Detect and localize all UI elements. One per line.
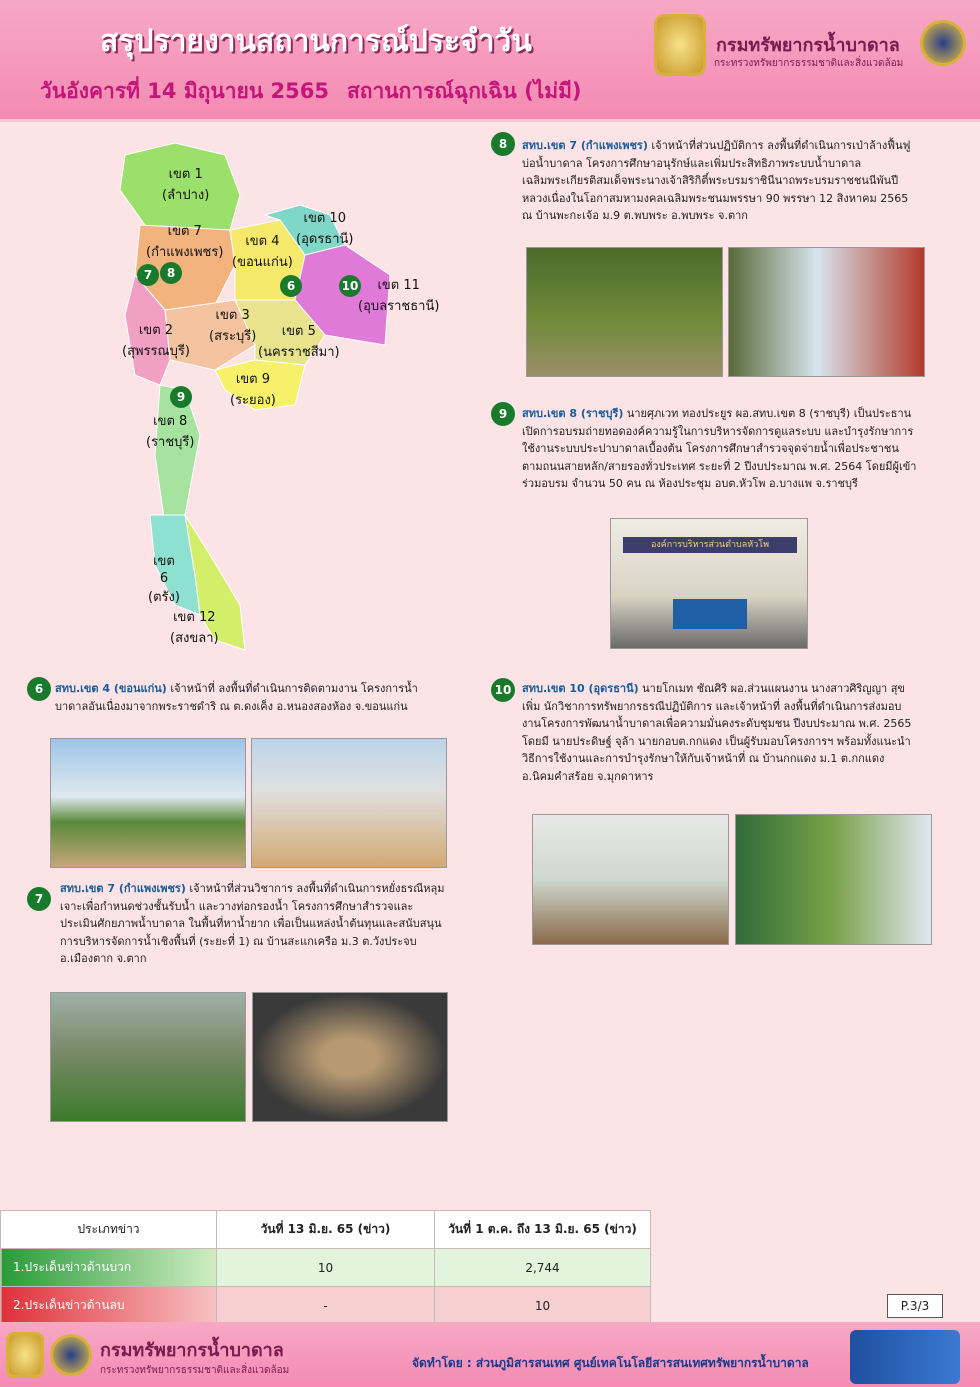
org-name: กรมทรัพยากรน้ำบาดาล [716,35,900,56]
tambon-office-photo [610,518,808,649]
ministry-name: กระทรวงทรัพยากรธรรมชาติและสิ่งแวดล้อม [714,58,904,69]
department-logo [50,1334,92,1376]
zone-label: เขต 8 (ราชบุรี) [146,414,195,450]
news-item: สทบ.เขต 7 (กำแพงเพชร) เจ้าหน้าที่ส่วนวิชาการ ลงพื้นที่ดำเนินการหยั่งธรณีหลุมเจาะเพื่อกำหนดช่วงชั้นรับน้ำ และวางท่อกรองน้ำ โครงการศึกษาสำรวจและประเมินศักยภาพน้ำบาดาล ในพื้นที่หาน้ำยาก เพื่อเป็นแหล่งน้ำต้นทุนและสนับสนุนการบริหารจัดการน้ำเชิงพื้นที่ (ระยะที่ 1) ณ บ้านสะแกเครือ ม.3 ต.วังประจบ อ.เมืองตาก จ.ตาก [60,882,445,965]
zone-label: เขต 6 (ตรัง) [148,554,180,605]
negative-day-count: - [217,1287,435,1325]
zone-label: เขต 1 (ลำปาง) [162,167,210,203]
news-item: สทบ.เขต 10 (อุดรธานี) นายโกเมท ชัณศิริ ผอ.ส่วนแผนงาน นางสาวศิริญญา สุขเพิ่ม นักวิชาการทรัพยากรธรณีปฏิบัติการ และเจ้าหน้าที่ ลงพื้นที่ดำเนินการส่งมอบงานโครงการพัฒนาน้ำบาดาลเพื่อความมั่นคงระดับชุมชน ปีงบประมาณ พ.ศ. 2565 โดยมี นายประดิษฐ์ จุล้า นายกอบต.กกแดง เป็นผู้รับมอบโครงการฯ พร้อมทั้งแนะนำวิธีการใช้งานและการบำรุงรักษาให้กับเจ้าหน้าที่ ณ บ้านกกแดง ม.1 ต.กกแดง อ.นิคมคำสร้อย จ.มุกดาหาร [522,682,912,783]
table-header: วันที่ 1 ต.ค. ถึง 13 มิ.ย. 65 (ข่าว) [435,1211,651,1249]
negative-news-label: 2.ประเด็นข่าวด้านลบ [1,1287,217,1325]
water-spray-photo [728,247,925,377]
positive-total-count: 2,744 [435,1249,651,1287]
table-header: ประเภทข่าว [1,1211,217,1249]
zone-label: เขต 11 (อุบลราชธานี) [358,278,440,314]
zone-label: เขต 5 (นครราชสีมา) [258,324,340,360]
item-number: 6 [27,677,51,701]
map-marker: 7 [137,264,159,286]
water-tower-photo [50,738,246,868]
field-laptop-photo [50,992,246,1122]
soil-samples-photo [252,992,448,1122]
map-marker: 10 [339,275,361,297]
news-item: สทบ.เขต 8 (ราชบุรี) นายศุภเวท ทองประยูร ผอ.สทบ.เขต 8 (ราชบุรี) เป็นประธานเปิดการอบรมถ่ายทอดองค์ความรู้ในการบริหารจัดการดูแลระบบ และบำรุงรักษาการใช้งานระบบประปาบาดาลเบื้องต้น โครงการศึกษาสำรวจจุดจ่ายน้ำเพื่อประชาชนตามถนนสายหลัก/สายรองทั่วประเทศ ระยะที่ 2 ปีงบประมาณ พ.ศ. 2564 โดยมีผู้เข้าร่วมอบรม จำนวน 50 คน ณ ห้องประชุม อบต.หัวโพ อ.บางแพ จ.ราชบุรี [522,407,917,490]
handover-group-photo [532,814,729,945]
map-marker: 6 [280,275,302,297]
footer-ministry: กระทรวงทรัพยากรธรรมชาติและสิ่งแวดล้อม [100,1365,290,1376]
map-marker: 8 [160,262,182,284]
zone-label: เขต 9 (ระยอง) [230,372,276,408]
map-marker: 9 [170,386,192,408]
page-number: P.3/3 [887,1294,943,1318]
prepared-by: จัดทำโดย : ส่วนภูมิสารสนเทศ ศูนย์เทคโนโลยีสารสนเทศทรัพยากรน้ำบาดาล [412,1356,809,1370]
news-item: สทบ.เขต 7 (กำแพงเพชร) เจ้าหน้าที่ส่วนปฏิบัติการ ลงพื้นที่ดำเนินการเป่าล้างฟื้นฟูบ่อน้ำบาดาล โครงการศึกษาอนุรักษ์และเพิ่มประสิทธิภาพระบบน้ำบาดาลเฉลิมพระเกียรติสมเด็จพระนางเจ้าสิริกิติ์พระบรมราชินีนาถพระบรมราชชนนีพันปีหลวงเนื่องในโอกาสมหามงคลเฉลิมพระชนมพรรษา 90 พรรษา 12 สิงหาคม 2565 ณ บ้านพะกะเจ้อ ม.9 ต.พบพระ อ.พบพระ จ.ตาก [522,139,911,222]
office-sign: องค์การบริหารส่วนตำบลหัวโพ [623,537,797,553]
positive-day-count: 10 [217,1249,435,1287]
page-footer [0,1322,980,1387]
zone-label: เขต 10 (อุดรธานี) [296,211,354,247]
page-header [0,0,980,122]
news-summary-table [0,1210,651,1325]
drill-truck-illustration [850,1330,960,1384]
group-people [673,599,747,629]
date-line [40,75,582,108]
crest-logo [6,1332,44,1378]
positive-news-label: 1.ประเด็นข่าวด้านบวก [1,1249,217,1287]
zone-label: เขต 12 (สงขลา) [170,610,219,646]
zone-label: เขต 2 (สุพรรณบุรี) [122,323,190,359]
item-number: 10 [491,678,515,702]
table-row [1,1249,651,1287]
table-header: วันที่ 13 มิ.ย. 65 (ข่าว) [217,1211,435,1249]
footer-org-name: กรมทรัพยากรน้ำบาดาล [100,1340,284,1361]
zone-label: เขต 3 (สระบุรี) [209,308,257,344]
item-number: 9 [491,402,515,426]
zone-label: เขต 7 (กำแพงเพชร) [146,224,224,260]
department-logo [920,20,966,66]
crest-logo [654,14,706,76]
zone-label: เขต 4 (ขอนแก่น) [232,234,293,270]
drilling-rig-photo [526,247,723,377]
construction-photo [251,738,447,868]
item-number: 7 [27,887,51,911]
news-item: สทบ.เขต 4 (ขอนแก่น) เจ้าหน้าที่ ลงพื้นที่ดำเนินการติดตามงาน โครงการน้ำบาดาลอันเนื่องมาจากพระราชดำริ ณ ต.ดงเค็ง อ.หนองสองห้อง จ.ขอนแก่น [55,682,418,713]
item-number: 8 [491,132,515,156]
report-date: วันอังคารที่ 14 มิถุนายน 2565 [40,79,329,103]
water-tank-photo [735,814,932,945]
page-title: สรุปรายงานสถานการณ์ประจำวัน [100,24,532,59]
table-row [1,1287,651,1325]
emergency-status: สถานการณ์ฉุกเฉิน (ไม่มี) [346,79,582,103]
negative-total-count: 10 [435,1287,651,1325]
